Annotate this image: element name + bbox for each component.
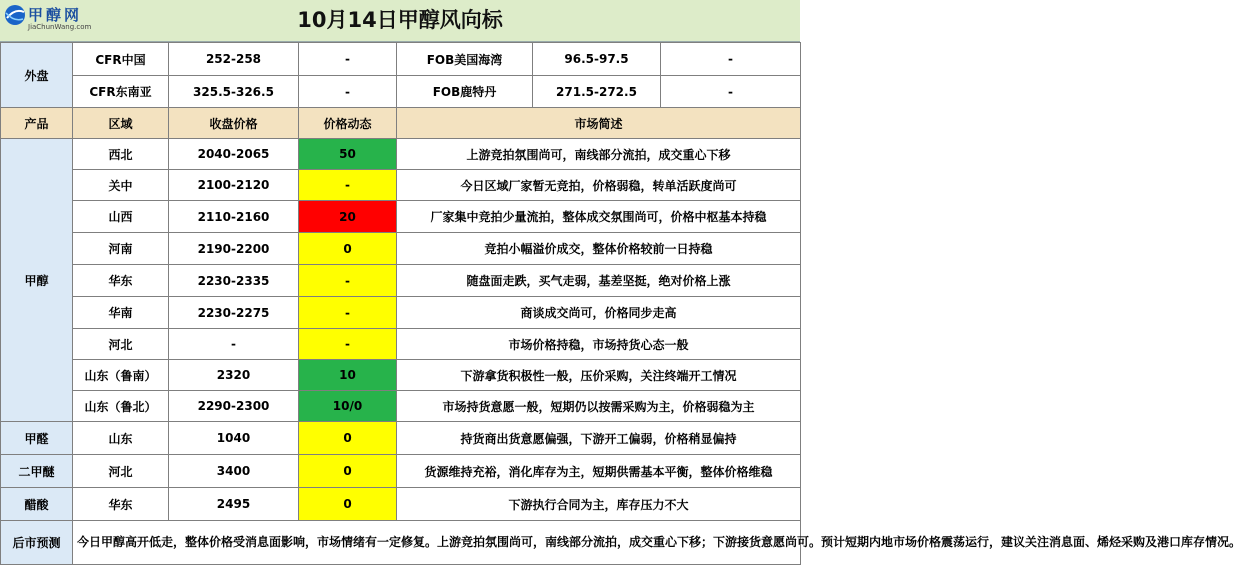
product-row	[1, 422, 801, 455]
header-summary: 市场简述	[397, 108, 801, 139]
product-row	[1, 455, 801, 488]
methanol-row	[1, 360, 801, 391]
region-cell: 山东	[73, 422, 169, 455]
trend-cell: 0	[299, 233, 397, 265]
trend-cell: -	[299, 297, 397, 329]
summary-cell: 竞拍小幅溢价成交，整体价格较前一日持稳	[397, 233, 801, 265]
summary-cell: 随盘面走跌，买气走弱，基差坚挺，绝对价格上涨	[397, 265, 801, 297]
trend-cell: -	[299, 265, 397, 297]
region-cell: 河北	[73, 455, 169, 488]
price-cell: 2100-2120	[169, 170, 299, 201]
price-cell: 2495	[169, 488, 299, 521]
region-cell: 山西	[73, 201, 169, 233]
price-cell: 2320	[169, 360, 299, 391]
region-cell: 河南	[73, 233, 169, 265]
summary-cell: 持货商出货意愿偏强，下游开工偏弱，价格稍显偏持	[397, 422, 801, 455]
forecast-label: 后市预测	[1, 521, 73, 565]
price-cell: 2230-2275	[169, 297, 299, 329]
region-cell: 华南	[73, 297, 169, 329]
methanol-row	[1, 170, 801, 201]
region-cell: 华东	[73, 265, 169, 297]
trend-cell: 10/0	[299, 391, 397, 422]
methanol-row	[1, 233, 801, 265]
external-price: 325.5-326.5	[169, 76, 299, 108]
region-cell: 华东	[73, 488, 169, 521]
methanol-row	[1, 391, 801, 422]
logo	[2, 3, 120, 37]
methanol-label: 甲醇	[1, 139, 73, 422]
methanol-row	[1, 297, 801, 329]
globe-logo-icon	[4, 4, 26, 26]
price-cell: 2190-2200	[169, 233, 299, 265]
external-name: CFR中国	[73, 43, 169, 76]
title-bar	[0, 0, 800, 42]
summary-cell: 上游竞拍氛围尚可，南线部分流拍，成交重心下移	[397, 139, 801, 170]
external-name: FOB鹿特丹	[397, 76, 533, 108]
summary-cell: 厂家集中竞拍少量流拍，整体成交氛围尚可，价格中枢基本持稳	[397, 201, 801, 233]
external-change: -	[299, 43, 397, 76]
price-cell: 2040-2065	[169, 139, 299, 170]
price-cell: 1040	[169, 422, 299, 455]
trend-cell: 20	[299, 201, 397, 233]
summary-cell: 市场价格持稳，市场持货心态一般	[397, 329, 801, 360]
logo-url: JiaChunWang.com	[28, 23, 92, 31]
external-change: -	[299, 76, 397, 108]
external-price: 252-258	[169, 43, 299, 76]
trend-cell: -	[299, 170, 397, 201]
trend-cell: 10	[299, 360, 397, 391]
summary-cell: 市场持货意愿一般，短期仍以按需采购为主，价格弱稳为主	[397, 391, 801, 422]
header-price: 收盘价格	[169, 108, 299, 139]
product-label: 甲醛	[1, 422, 73, 455]
region-cell: 山东（鲁北）	[73, 391, 169, 422]
external-change: -	[661, 76, 801, 108]
external-price: 96.5-97.5	[533, 43, 661, 76]
external-change: -	[661, 43, 801, 76]
external-row	[1, 76, 801, 108]
trend-cell: 0	[299, 488, 397, 521]
price-cell: 3400	[169, 455, 299, 488]
external-label: 外盘	[1, 43, 73, 108]
summary-cell: 下游拿货积极性一般，压价采购，关注终端开工情况	[397, 360, 801, 391]
region-cell: 河北	[73, 329, 169, 360]
external-name: FOB美国海湾	[397, 43, 533, 76]
summary-cell: 商谈成交尚可，价格同步走高	[397, 297, 801, 329]
header-region: 区域	[73, 108, 169, 139]
methanol-row	[1, 329, 801, 360]
region-cell: 西北	[73, 139, 169, 170]
page-title: 10月14日甲醇风向标	[297, 8, 503, 32]
price-cell: -	[169, 329, 299, 360]
product-label: 醋酸	[1, 488, 73, 521]
external-row	[1, 43, 801, 76]
header-trend: 价格动态	[299, 108, 397, 139]
forecast-text: 今日甲醇高开低走，整体价格受消息面影响，市场情绪有一定修复。上游竞拍氛围尚可，南线部分流拍，成交重心下移；下游接货意愿尚可。预计短期内地市场价格震荡运行，建议关注消息面、烯烃采购及港口库存情况。	[73, 521, 801, 565]
region-cell: 山东（鲁南）	[73, 360, 169, 391]
column-header-row	[1, 108, 801, 139]
summary-cell: 下游执行合同为主，库存压力不大	[397, 488, 801, 521]
indicator-table	[0, 42, 1241, 565]
trend-cell: 50	[299, 139, 397, 170]
methanol-row	[1, 201, 801, 233]
region-cell: 关中	[73, 170, 169, 201]
external-price: 271.5-272.5	[533, 76, 661, 108]
logo-text: 甲醇网	[28, 6, 83, 24]
external-name: CFR东南亚	[73, 76, 169, 108]
methanol-row	[1, 139, 801, 170]
price-cell: 2110-2160	[169, 201, 299, 233]
product-row	[1, 488, 801, 521]
summary-cell: 货源维持充裕，消化库存为主，短期供需基本平衡，整体价格维稳	[397, 455, 801, 488]
trend-cell: -	[299, 329, 397, 360]
summary-cell: 今日区域厂家暂无竞拍，价格弱稳，转单活跃度尚可	[397, 170, 801, 201]
header-product: 产品	[1, 108, 73, 139]
product-label: 二甲醚	[1, 455, 73, 488]
forecast-row	[1, 521, 801, 565]
trend-cell: 0	[299, 455, 397, 488]
methanol-row	[1, 265, 801, 297]
price-cell: 2230-2335	[169, 265, 299, 297]
price-cell: 2290-2300	[169, 391, 299, 422]
trend-cell: 0	[299, 422, 397, 455]
